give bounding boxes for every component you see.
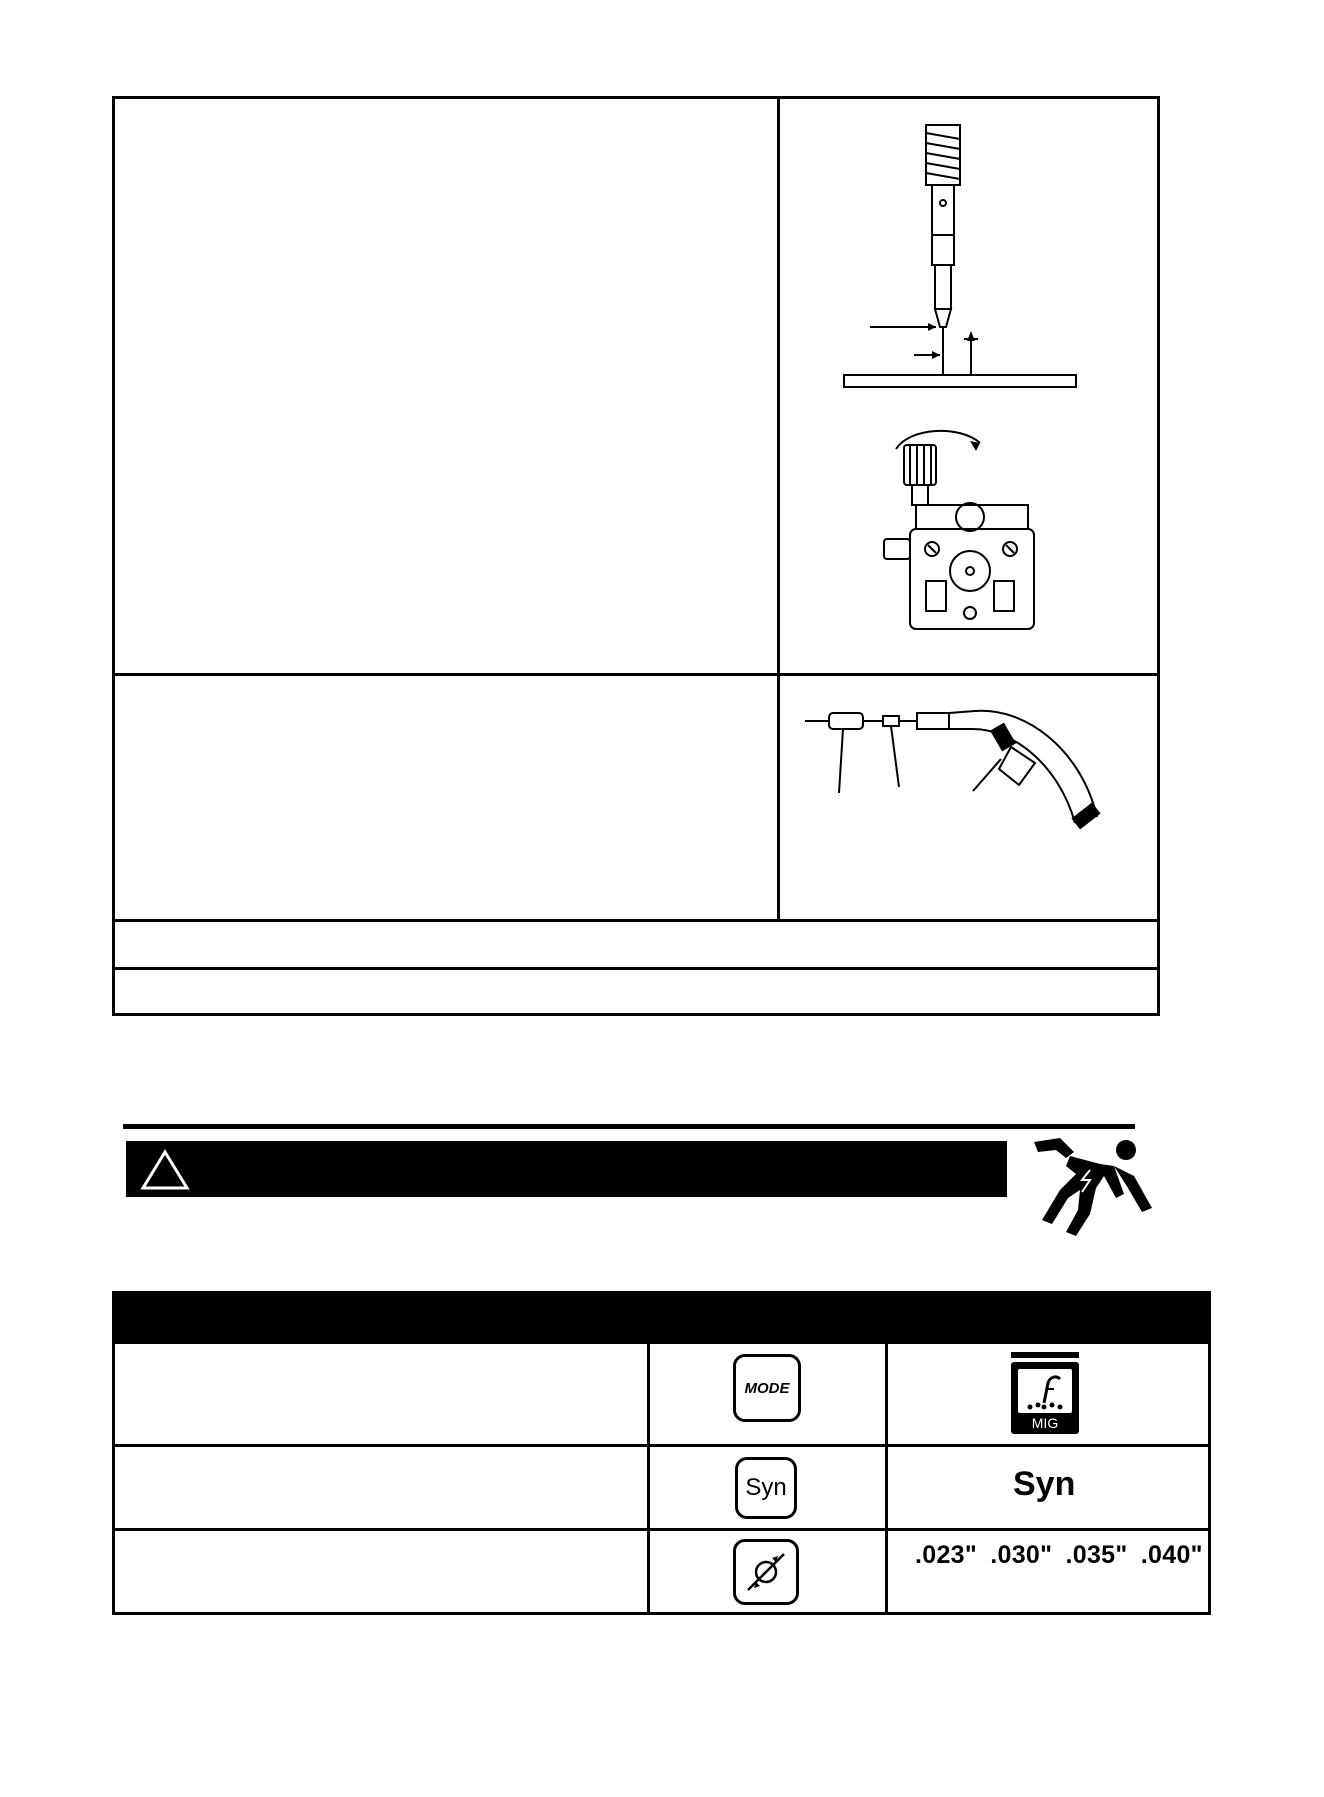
settings-table [112, 1291, 1211, 1615]
instruction-table [112, 96, 1160, 1016]
syn-button[interactable] [735, 1457, 797, 1519]
electric-shock-hazard-icon [1030, 1136, 1160, 1251]
column-divider [647, 1294, 650, 1612]
drive-roll-tension-diagram [870, 421, 1050, 631]
wire-diameter-icon [744, 1550, 788, 1594]
mode-button-label: MODE [744, 1379, 790, 1397]
wire-diameter-values [915, 1541, 1203, 1570]
column-divider [885, 1294, 888, 1612]
mig-display-icon [1011, 1352, 1079, 1434]
instruction-row-3 [115, 922, 1157, 970]
torch-stickout-diagram [840, 119, 1080, 409]
mig-torch-icon [1018, 1369, 1072, 1413]
diameter-value: .023" [915, 1541, 978, 1569]
table-row [115, 1528, 1208, 1612]
table-row [115, 1341, 1208, 1444]
diameter-value: .040" [1140, 1541, 1203, 1569]
wire-diameter-button[interactable] [733, 1539, 799, 1605]
mig-label: MIG [1031, 1415, 1059, 1431]
instruction-row-4 [115, 970, 1157, 1013]
section-rule [123, 1124, 1135, 1129]
warning-triangle-icon [140, 1149, 190, 1191]
warning-banner [126, 1141, 1007, 1197]
mode-button[interactable] [733, 1354, 801, 1422]
diameter-value: .035" [1065, 1541, 1128, 1569]
syn-display: Syn [1013, 1465, 1076, 1503]
mig-torch-liner-diagram [805, 699, 1145, 839]
column-divider [777, 99, 780, 922]
diameter-value: .030" [990, 1541, 1053, 1569]
settings-table-header [115, 1294, 1208, 1341]
syn-button-label: Syn [745, 1474, 787, 1501]
table-row [115, 1444, 1208, 1528]
